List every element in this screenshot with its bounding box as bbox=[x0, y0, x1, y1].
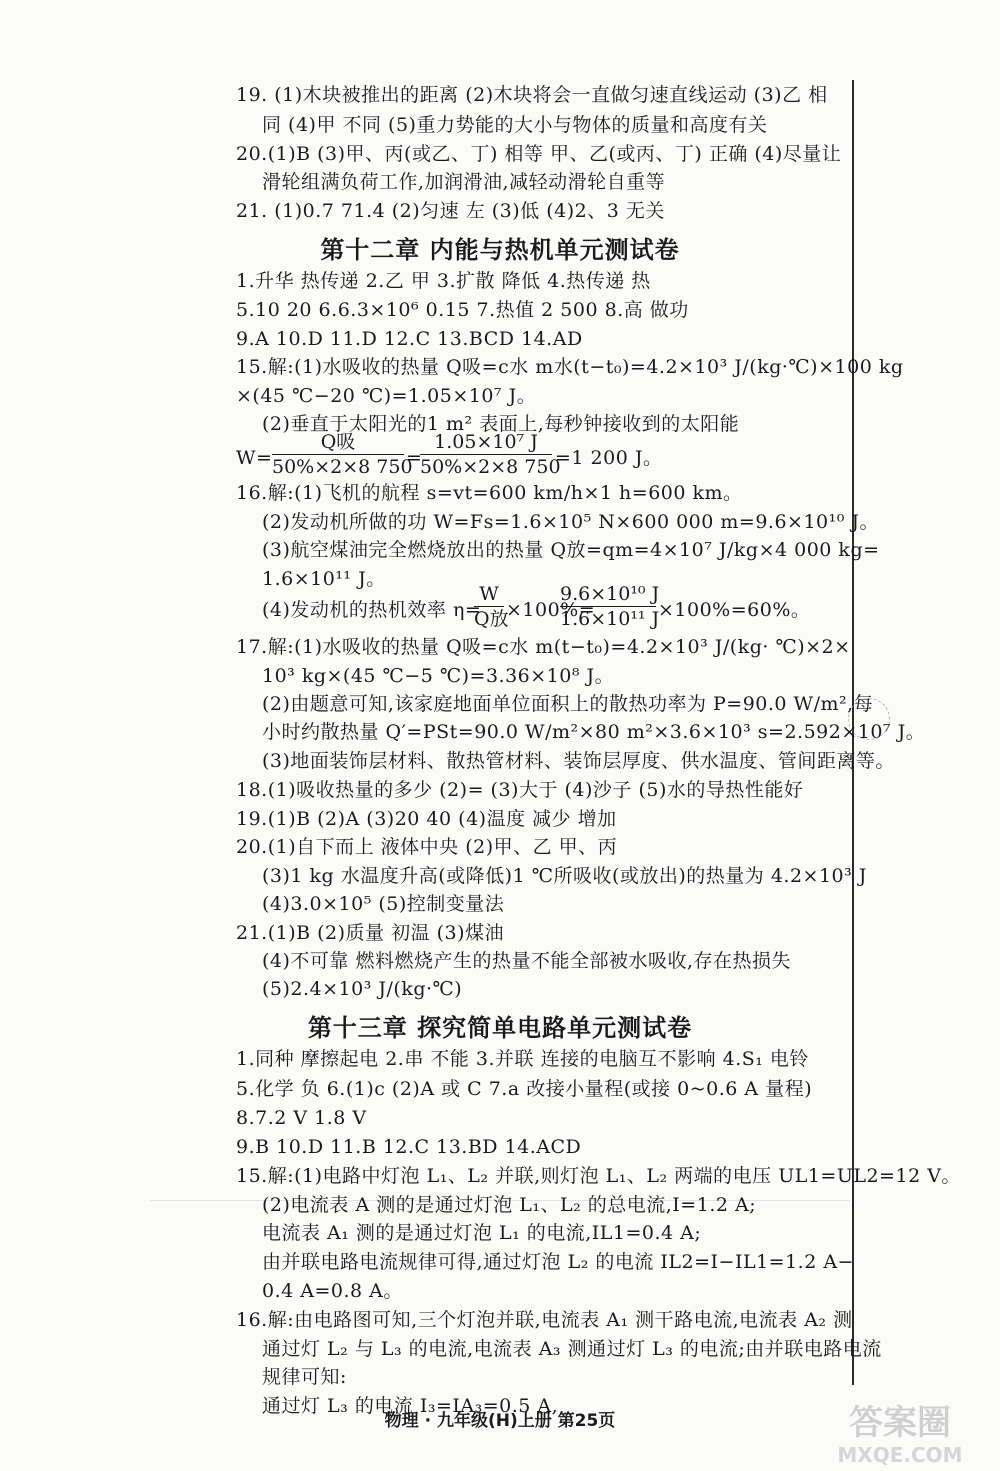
answer-line: 21.(1)B (2)质量 初温 (3)煤油 bbox=[236, 922, 505, 944]
answer-line: 15.解:(1)电路中灯泡 L₁、L₂ 并联,则灯泡 L₁、L₂ 两端的电压 UL1=UL2=12 V。 bbox=[236, 1165, 961, 1187]
answer-line: 电流表 A₁ 测的是通过灯泡 L₁ 的电流,IL1=0.4 A; bbox=[262, 1222, 702, 1244]
watermark-logo bbox=[810, 1398, 990, 1468]
answer-line: (3)航空煤油完全燃烧放出的热量 Q放=qm=4×10⁷ J/kg×4 000 kg= bbox=[262, 539, 880, 561]
answer-line: 规律可知: bbox=[262, 1366, 347, 1388]
answer-line: 9.A 10.D 11.D 12.C 13.BCD 14.AD bbox=[236, 328, 583, 350]
numerator: 1.05×10⁷ J bbox=[434, 431, 538, 453]
denominator: Q放 bbox=[474, 608, 509, 630]
answer-line: 1.升华 热传递 2.乙 甲 3.扩散 降低 4.热传递 热 bbox=[236, 270, 651, 292]
answer-line: 由并联电路电流规律可得,通过灯泡 L₂ 的电流 IL2=I−IL1=1.2 A− bbox=[262, 1251, 854, 1273]
answer-line: (2)垂直于太阳光的1 m² 表面上,每秒钟接收到的太阳能 bbox=[262, 413, 740, 435]
answer-line: 17.解:(1)水吸收的热量 Q吸=c水 m(t−t₀)=4.2×10³ J/(kg· ℃)×2× bbox=[236, 636, 851, 658]
svg-text:答案圈: 答案圈 bbox=[849, 1403, 951, 1443]
answer-line: (2)由题意可知,该家庭地面单位面积上的散热功率为 P=90.0 W/m²,每 bbox=[262, 693, 874, 715]
answer-line: 19.(1)B (2)A (3)20 40 (4)温度 减少 增加 bbox=[236, 808, 617, 830]
numerator: W bbox=[479, 583, 499, 605]
answer-line: 10³ kg×(45 ℃−5 ℃)=3.36×10⁸ J。 bbox=[262, 665, 615, 687]
chapter-heading: 第十二章 内能与热机单元测试卷 bbox=[320, 236, 680, 264]
answer-line: 20.(1)自下而上 液体中央 (2)甲、乙 甲、丙 bbox=[236, 836, 618, 858]
denominator: 50%×2×8 750 bbox=[420, 456, 561, 478]
formula-label: (4)发动机的热机效率 η= bbox=[262, 599, 482, 621]
answer-line: 20.(1)B (3)甲、丙(或乙、丁) 相等 甲、乙(或丙、丁) 正确 (4)尽量让 bbox=[236, 143, 842, 165]
answer-line: (5)2.4×10³ J/(kg·℃) bbox=[262, 978, 463, 1000]
formula-result: =1 200 J。 bbox=[555, 447, 663, 469]
answer-line: (3)地面装饰层材料、散热管材料、装饰层厚度、供水温度、管间距离等。 bbox=[262, 750, 895, 772]
answer-line: 19. (1)木块被推出的距离 (2)木块将会一直做匀速直线运动 (3)乙 相 bbox=[236, 84, 828, 106]
fraction bbox=[474, 582, 509, 631]
answer-line: 8.7.2 V 1.8 V bbox=[236, 1107, 367, 1129]
answer-line: (2)发动机所做的功 W=Fs=1.6×10⁵ N×600 000 m=9.6×10¹⁰ J。 bbox=[262, 511, 880, 533]
answer-line: (4)不可靠 燃料燃烧产生的热量不能全部被水吸收,存在热损失 bbox=[262, 950, 791, 972]
answer-line: ×(45 ℃−20 ℃)=1.05×10⁷ J。 bbox=[236, 385, 537, 407]
answer-line: 21. (1)0.7 71.4 (2)匀速 左 (3)低 (4)2、3 无关 bbox=[236, 200, 665, 222]
fraction bbox=[272, 430, 413, 479]
numerator: 9.6×10¹⁰ J bbox=[560, 583, 660, 605]
answer-line: 小时约散热量 Q′=PSt=90.0 W/m²×80 m²×3.6×10³ s=2.592×10⁷ J。 bbox=[262, 721, 926, 743]
answer-line: 通过灯 L₂ 与 L₃ 的电流,电流表 A₃ 测通过灯 L₃ 的电流;由并联电路电流 bbox=[262, 1338, 882, 1360]
answer-line: 0.4 A=0.8 A。 bbox=[262, 1280, 403, 1302]
answer-line: 15.解:(1)水吸收的热量 Q吸=c水 m水(t−t₀)=4.2×10³ J/(kg·℃)×100 kg bbox=[236, 356, 904, 378]
answer-line: 18.(1)吸收热量的多少 (2)= (3)大于 (4)沙子 (5)水的导热性能好 bbox=[236, 779, 804, 801]
answer-line: 同 (4)甲 不同 (5)重力势能的大小与物体的质量和高度有关 bbox=[262, 114, 768, 136]
denominator: 1.6×10¹¹ J bbox=[560, 608, 660, 630]
numerator: Q吸 bbox=[320, 431, 356, 453]
answer-line: 16.解:由电路图可知,三个灯泡并联,电流表 A₁ 测干路电流,电流表 A₂ 测 bbox=[236, 1309, 853, 1331]
answer-line: 1.6×10¹¹ J。 bbox=[262, 568, 386, 590]
answer-line: 5.10 20 6.6.3×10⁶ 0.15 7.热值 2 500 8.高 做功 bbox=[236, 299, 689, 321]
chapter-heading: 第十三章 探究简单电路单元测试卷 bbox=[307, 1014, 693, 1042]
formula-part: ×100%= bbox=[506, 599, 596, 621]
answer-line: (3)1 kg 水温度升高(或降低)1 ℃所吸收(或放出)的热量为 4.2×10³ J bbox=[262, 865, 867, 887]
svg-text:MXQE.COM: MXQE.COM bbox=[837, 1443, 963, 1467]
answer-line: 5.化学 负 6.(1)c (2)A 或 C 7.a 改接小量程(或接 0~0.6 A 量程) bbox=[236, 1078, 813, 1100]
fraction bbox=[560, 582, 660, 631]
answer-line: 通过灯 L₃ 的电流 I₃=IA₃=0.5 A, bbox=[262, 1395, 559, 1417]
answer-line: (4)3.0×10⁵ (5)控制变量法 bbox=[262, 893, 505, 915]
answer-line: 9.B 10.D 11.B 12.C 13.BD 14.ACD bbox=[236, 1136, 582, 1158]
page-footer: 物理 · 九年级(H)上册 第25页 bbox=[384, 1411, 616, 1431]
denominator: 50%×2×8 750 bbox=[272, 456, 413, 478]
answer-line: 1.同种 摩擦起电 2.串 不能 3.并联 连接的电脑互不影响 4.S₁ 电铃 bbox=[236, 1048, 809, 1070]
answer-line: 滑轮组满负荷工作,加润滑油,减轻动滑轮自重等 bbox=[262, 171, 666, 193]
formula-label: W= bbox=[236, 447, 273, 469]
fraction bbox=[420, 430, 561, 479]
answer-line: 16.解:(1)飞机的航程 s=vt=600 km/h×1 h=600 km。 bbox=[236, 482, 743, 504]
formula-result: ×100%=60%。 bbox=[658, 599, 811, 621]
stamp-seal bbox=[848, 698, 890, 740]
equals-sign: = bbox=[406, 447, 423, 469]
answer-line: (2)电流表 A 测的是通过灯泡 L₁、L₂ 的总电流,I=1.2 A; bbox=[262, 1194, 757, 1216]
